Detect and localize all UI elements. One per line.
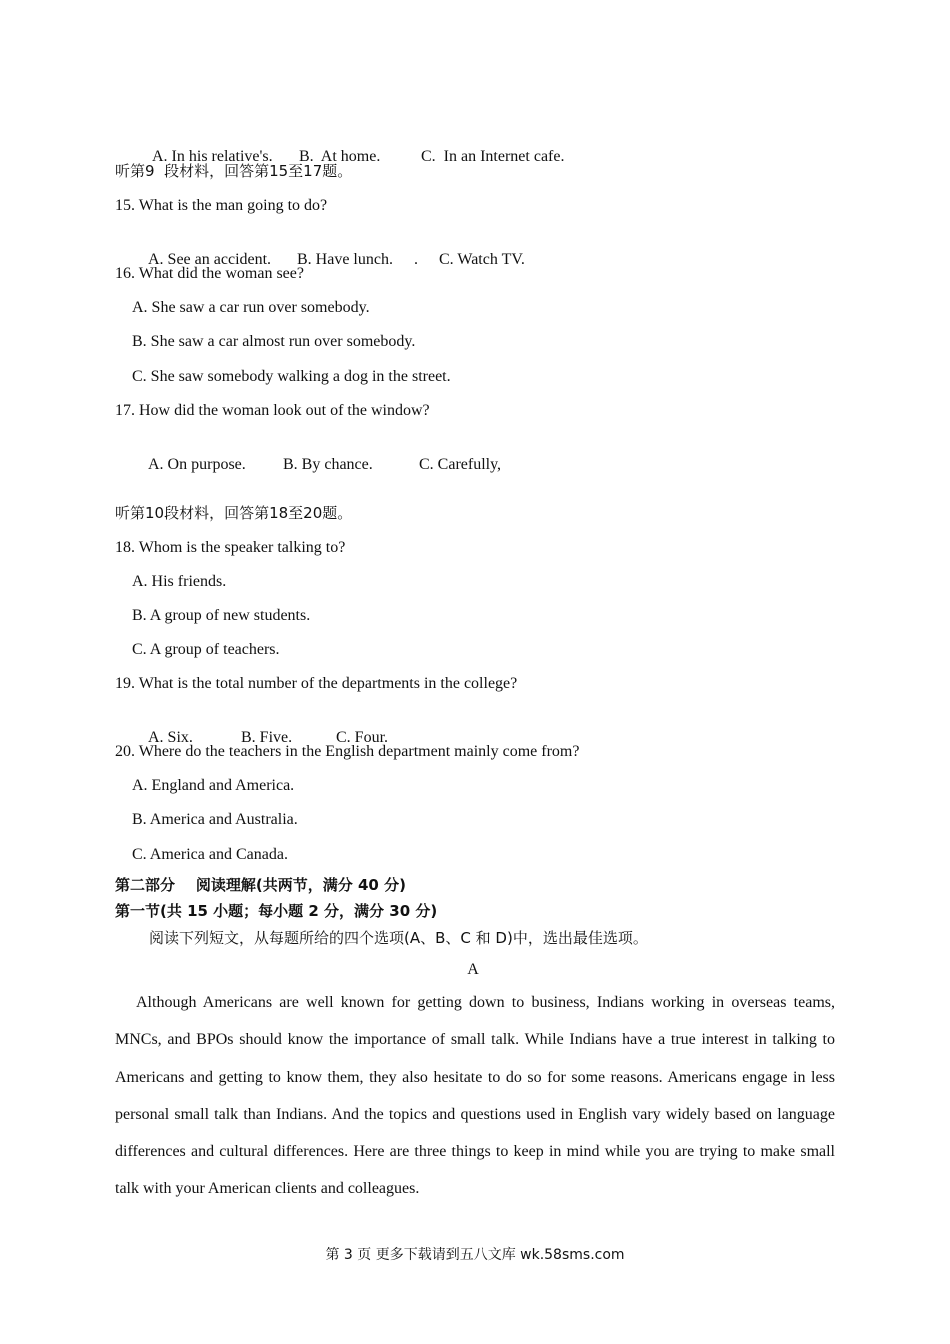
option-a: A. On purpose. xyxy=(148,456,246,473)
q17-options xyxy=(132,435,501,495)
option-a: A. Six. xyxy=(148,729,193,746)
part-2-section-1: 第一节(共 15 小题；每小题 2 分，满分 30 分) xyxy=(115,902,438,920)
stray-dot: . xyxy=(414,251,418,268)
q18-option-a: A. His friends. xyxy=(132,573,227,590)
option-b: B. Five. xyxy=(241,729,293,746)
question-20: 20. Where do the teachers in the English department mainly come from? xyxy=(115,743,580,760)
part-2-title: 第二部分 阅读理解(共两节，满分 40 分) xyxy=(115,876,406,894)
q18-option-c: C. A group of teachers. xyxy=(132,641,280,658)
option-c: C. Watch TV. xyxy=(439,251,525,268)
option-a: A. In his relative's. xyxy=(152,148,273,165)
q18-option-b: B. A group of new students. xyxy=(132,607,311,624)
option-c: C. Four. xyxy=(336,729,389,746)
q16-option-c: C. She saw somebody walking a dog in the street. xyxy=(132,368,451,385)
passage-label: A xyxy=(467,961,479,978)
question-17: 17. How did the woman look out of the window? xyxy=(115,402,430,419)
page-footer: 第 3 页 更多下载请到五八文库 wk.58sms.com xyxy=(325,1247,625,1263)
q20-option-b: B. America and Australia. xyxy=(132,811,298,828)
option-c: C. Carefully, xyxy=(419,456,502,473)
question-19: 19. What is the total number of the departments in the college? xyxy=(115,675,518,692)
q20-option-a: A. England and America. xyxy=(132,777,295,794)
option-b: B. By chance. xyxy=(283,456,373,473)
option-c: C. In an Internet cafe. xyxy=(421,148,565,165)
question-16: 16. What did the woman see? xyxy=(115,265,304,282)
q16-option-a: A. She saw a car run over somebody. xyxy=(132,299,370,316)
section-9-heading: 听第9 段材料，回答第15至17题。 xyxy=(115,162,353,180)
question-18: 18. Whom is the speaker talking to? xyxy=(115,539,346,556)
option-b: B. At home. xyxy=(299,148,381,165)
q16-option-b: B. She saw a car almost run over somebody. xyxy=(132,333,416,350)
option-b: B. Have lunch. xyxy=(297,251,393,268)
question-15: 15. What is the man going to do? xyxy=(115,197,328,214)
q20-option-c: C. America and Canada. xyxy=(132,846,288,863)
option-a: A. See an accident. xyxy=(148,251,272,268)
passage-a-text: Although Americans are well known for getting down to business, Indians working in overseas teams, MNCs, and BPOs should know the importance of small talk. While Indians have a true interest in talking to Americans and getting to know them, they also hesitate to do so for some reasons. Americans engage in less personal small talk than Indians. And the topics and questions used in English vary widely based on language differences and cultural differences. Here are three things to keep in mind while you are trying to make small talk with your American clients and colleagues. xyxy=(115,994,835,1198)
section-10-heading: 听第10段材料，回答第18至20题。 xyxy=(115,504,353,522)
reading-instruction: 阅读下列短文，从每题所给的四个选项(A、B、C 和 D)中，选出最佳选项。 xyxy=(149,929,648,947)
